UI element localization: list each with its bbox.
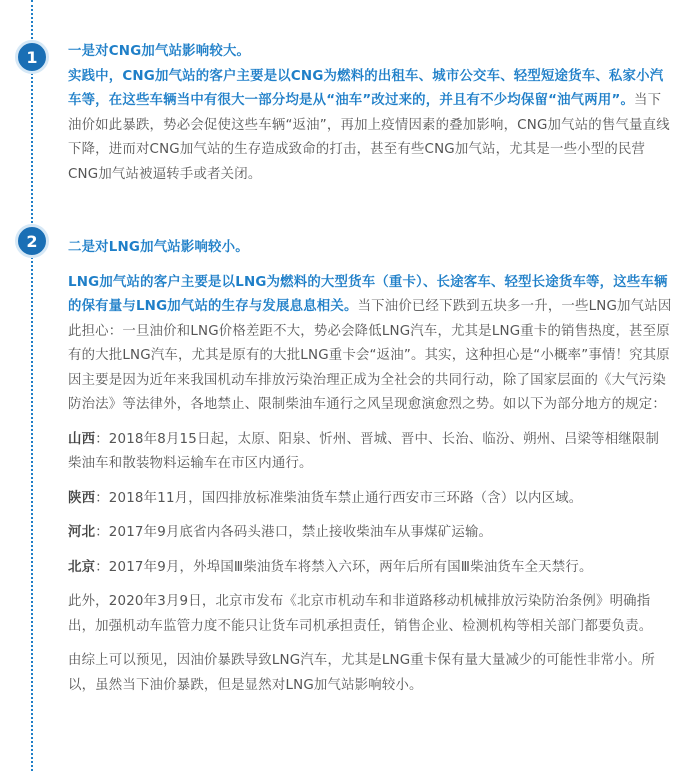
region-name: 河北 [68,525,96,540]
region-text: ：2017年9月底省内各码头港口，禁止接收柴油车从事煤矿运输。 [95,525,493,540]
region-text: ：2018年8月15日起，太原、阳泉、忻州、晋城、晋中、长治、临汾、朔州、吕梁等相继限制柴油车和散装物料运输车在市区内通行。 [68,431,660,471]
conclusion-paragraph: 由综上可以预见，因油价暴跌导致LNG汽车，尤其是LNG重卡保有量大量减少的可能性非常小。所以，虽然当下油价暴跌，但是显然对LNG加气站影响较小。 [68,653,655,693]
region-text: ：2017年9月，外埠国Ⅲ柴油货车将禁入六环，两年后所有国Ⅲ柴油货车全天禁行。 [95,559,593,575]
section-number-badge-1: 1 [15,40,49,74]
region-rule-beijing [68,556,672,581]
beijing-2020-paragraph: 此外，2020年3月9日，北京市发布《北京市机动车和非道路移动机械排放污染防治条例》明确指出，加强机动车监管力度不能只让货车司机承担责任，销售企业、检测机构等相关部门都要负责。 [68,594,653,634]
section-2-body: 当下油价已经下跌到五块多一升，一些LNG加气站因此担心：一旦油价和LNG价格差距不大，势必会降低LNG汽车，尤其是LNG重卡的销售热度，甚至原有的大批LNG汽车，尤其是原有的大批LNG重卡会“返油”。其实，这种担心是“小概率”事情！究其原因主要是因为近年来我国机动车排放污染治理正成为全社会的共同行动，除了国家层面的《大气污染防治法》等法律外，各地禁止、限制柴油车通行之风呈现愈演愈烈之势。如以下为部分地方的规定： [68,299,672,412]
region-rule-shanxi [68,428,672,477]
section-1-heading: 一是对CNG加气站影响较大。 [68,44,251,59]
region-name: 陕西 [68,490,96,506]
section-1-highlight: 实践中，CNG加气站的客户主要是以CNG为燃料的出租车、城市公交车、轻型短途货车、私家小汽车等，在这些车辆当中有很大一部分均是从“油车”改过来的，并且有不少均保留“油气两用”。 [68,68,664,108]
section-2-heading: 二是对LNG加气站影响较小。 [68,240,249,255]
section-2-highlight: LNG加气站的客户主要是以LNG为燃料的大型货车（重卡）、长途客车、轻型长途货车等，这些车辆的保有量与LNG加气站的生存与发展息息相关。 [68,274,668,314]
section-1 [68,40,672,187]
region-name: 山西 [68,431,96,447]
region-text: ：2018年11月，国四排放标准柴油货车禁止通行西安市三环路（含）以内区域。 [95,490,583,506]
section-2-paragraph [68,271,672,418]
section-1-body: 当下油价如此暴跌，势必会促使这些车辆“返油”，再加上疫情因素的叠加影响，CNG加气站的售气量直线下降，进而对CNG加气站的生存造成致命的打击，甚至有些CNG加气站，尤其是一些小型的民营CNG加气站被逼转手或者关闭。 [68,93,670,182]
section-2 [68,236,672,698]
section-1-paragraph [68,65,672,188]
region-rule-shaanxi [68,487,672,512]
section-number-badge-2: 2 [15,224,49,258]
region-name: 北京 [68,559,96,575]
timeline-dotted-line [31,0,33,771]
region-rule-hebei [68,521,672,546]
